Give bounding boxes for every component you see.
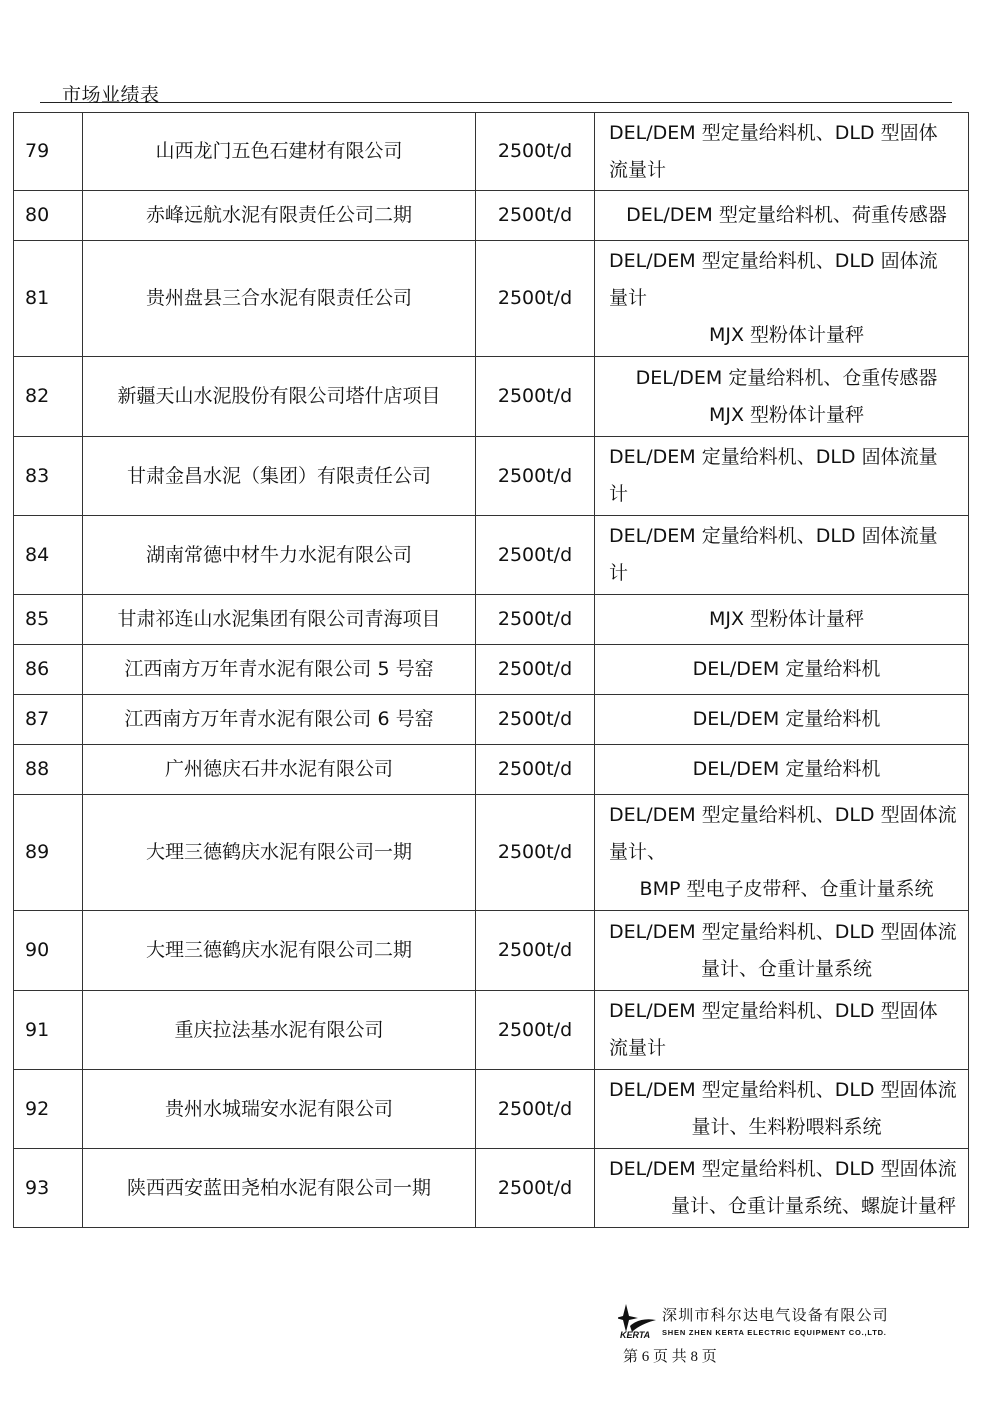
- product-line: 量计、: [609, 841, 667, 863]
- customer-name: 甘肃金昌水泥（集团）有限责任公司: [83, 437, 476, 516]
- capacity: 2500t/d: [476, 516, 595, 595]
- company-name-cn: 深圳市科尔达电气设备有限公司: [662, 1306, 889, 1324]
- product-cell: [595, 991, 969, 1070]
- product-cell: [595, 911, 969, 991]
- product-line: DEL/DEM 型定量给料机、DLD 型固体流: [609, 1079, 957, 1101]
- customer-name: 江西南方万年青水泥有限公司 6 号窑: [83, 695, 476, 745]
- product-cell: [595, 113, 969, 191]
- capacity: 2500t/d: [476, 695, 595, 745]
- company-name-en: SHEN ZHEN KERTA ELECTRIC EQUIPMENT CO.,LTD.: [662, 1328, 887, 1337]
- product-line: DEL/DEM 定量给料机: [692, 758, 881, 780]
- table-row: [14, 1149, 969, 1228]
- product-cell: [595, 795, 969, 911]
- product-cell: [595, 745, 969, 795]
- page-header: [40, 78, 952, 106]
- table-row: [14, 645, 969, 695]
- customer-name: 山西龙门五色石建材有限公司: [83, 113, 476, 191]
- product-line: 计: [609, 483, 629, 505]
- capacity: 2500t/d: [476, 437, 595, 516]
- product-line: 流量计: [609, 158, 667, 181]
- customer-name: 重庆拉法基水泥有限公司: [83, 991, 476, 1070]
- customer-name: 陕西西安蓝田尧柏水泥有限公司一期: [83, 1149, 476, 1228]
- table-row: [14, 516, 969, 595]
- product-cell: [595, 695, 969, 745]
- product-line: DEL/DEM 定量给料机、DLD 固体流量: [609, 446, 938, 468]
- row-number: 81: [14, 241, 83, 357]
- page-footer: [618, 1300, 898, 1370]
- customer-name: 新疆天山水泥股份有限公司塔什店项目: [83, 357, 476, 437]
- row-number: 88: [14, 745, 83, 795]
- table-row: [14, 911, 969, 991]
- product-cell: [595, 357, 969, 437]
- capacity: 2500t/d: [476, 645, 595, 695]
- product-line: 量计、仓重计量系统: [700, 957, 872, 980]
- row-number: 82: [14, 357, 83, 437]
- product-line: DEL/DEM 定量给料机: [692, 658, 881, 680]
- customer-name: 甘肃祁连山水泥集团有限公司青海项目: [83, 595, 476, 645]
- table-row: [14, 191, 969, 241]
- page-number: 第 6 页 共 8 页: [623, 1349, 717, 1365]
- capacity: 2500t/d: [476, 113, 595, 191]
- product-cell: [595, 241, 969, 357]
- product-cell: [595, 191, 969, 241]
- customer-name: 赤峰远航水泥有限责任公司二期: [83, 191, 476, 241]
- customer-name: 贵州盘县三合水泥有限责任公司: [83, 241, 476, 357]
- table-row: [14, 113, 969, 191]
- product-cell: [595, 1149, 969, 1228]
- customer-name: 大理三德鹤庆水泥有限公司二期: [83, 911, 476, 991]
- capacity: 2500t/d: [476, 991, 595, 1070]
- product-line: MJX 型粉体计量秤: [708, 608, 865, 630]
- row-number: 85: [14, 595, 83, 645]
- capacity: 2500t/d: [476, 1149, 595, 1228]
- table-row: [14, 437, 969, 516]
- table-row: [14, 795, 969, 911]
- product-line: DEL/DEM 型定量给料机、DLD 型固体流: [609, 804, 957, 826]
- row-number: 90: [14, 911, 83, 991]
- product-line: MJX 型粉体计量秤: [708, 324, 865, 346]
- table-row: [14, 991, 969, 1070]
- row-number: 86: [14, 645, 83, 695]
- customer-name: 贵州水城瑞安水泥有限公司: [83, 1070, 476, 1149]
- performance-table: [13, 112, 969, 1228]
- row-number: 83: [14, 437, 83, 516]
- product-cell: [595, 595, 969, 645]
- row-number: 89: [14, 795, 83, 911]
- row-number: 79: [14, 113, 83, 191]
- customer-name: 大理三德鹤庆水泥有限公司一期: [83, 795, 476, 911]
- product-line: DEL/DEM 定量给料机、DLD 固体流量: [609, 525, 938, 547]
- product-line: 量计、仓重计量系统、螺旋计量秤: [670, 1195, 956, 1217]
- customer-name: 江西南方万年青水泥有限公司 5 号窑: [83, 645, 476, 695]
- product-line: DEL/DEM 型定量给料机、DLD 型固体: [609, 121, 938, 144]
- product-line: DEL/DEM 型定量给料机、DLD 型固体流: [609, 920, 957, 943]
- product-line: MJX 型粉体计量秤: [708, 403, 865, 426]
- product-line: BMP 型电子皮带秤、仓重计量系统: [639, 878, 934, 900]
- table-row: [14, 357, 969, 437]
- header-title: 市场业绩表: [62, 84, 160, 106]
- product-line: DEL/DEM 型定量给料机、荷重传感器: [626, 204, 947, 226]
- kerta-logo-icon: [618, 1302, 658, 1342]
- product-line: 量计、生料粉喂料系统: [691, 1116, 882, 1138]
- product-cell: [595, 645, 969, 695]
- product-line: 计: [609, 562, 629, 584]
- product-cell: [595, 437, 969, 516]
- product-line: 流量计: [609, 1037, 667, 1059]
- row-number: 84: [14, 516, 83, 595]
- customer-name: 广州德庆石井水泥有限公司: [83, 745, 476, 795]
- table-row: [14, 595, 969, 645]
- capacity: 2500t/d: [476, 357, 595, 437]
- capacity: 2500t/d: [476, 745, 595, 795]
- table-row: [14, 241, 969, 357]
- product-line: DEL/DEM 型定量给料机、DLD 型固体流: [609, 1158, 957, 1180]
- product-cell: [595, 1070, 969, 1149]
- table-row: [14, 745, 969, 795]
- product-line: DEL/DEM 定量给料机、仓重传感器: [635, 366, 938, 389]
- logo-text: KERTA: [620, 1330, 651, 1340]
- row-number: 80: [14, 191, 83, 241]
- row-number: 93: [14, 1149, 83, 1228]
- row-number: 91: [14, 991, 83, 1070]
- product-line: DEL/DEM 型定量给料机、DLD 固体流: [609, 250, 938, 272]
- capacity: 2500t/d: [476, 595, 595, 645]
- capacity: 2500t/d: [476, 191, 595, 241]
- capacity: 2500t/d: [476, 795, 595, 911]
- table-row: [14, 695, 969, 745]
- row-number: 87: [14, 695, 83, 745]
- capacity: 2500t/d: [476, 1070, 595, 1149]
- product-line: DEL/DEM 定量给料机: [692, 708, 881, 730]
- product-line: DEL/DEM 型定量给料机、DLD 型固体: [609, 1000, 938, 1022]
- product-line: 量计: [609, 287, 648, 309]
- product-cell: [595, 516, 969, 595]
- customer-name: 湖南常德中材牛力水泥有限公司: [83, 516, 476, 595]
- row-number: 92: [14, 1070, 83, 1149]
- table-row: [14, 1070, 969, 1149]
- capacity: 2500t/d: [476, 241, 595, 357]
- capacity: 2500t/d: [476, 911, 595, 991]
